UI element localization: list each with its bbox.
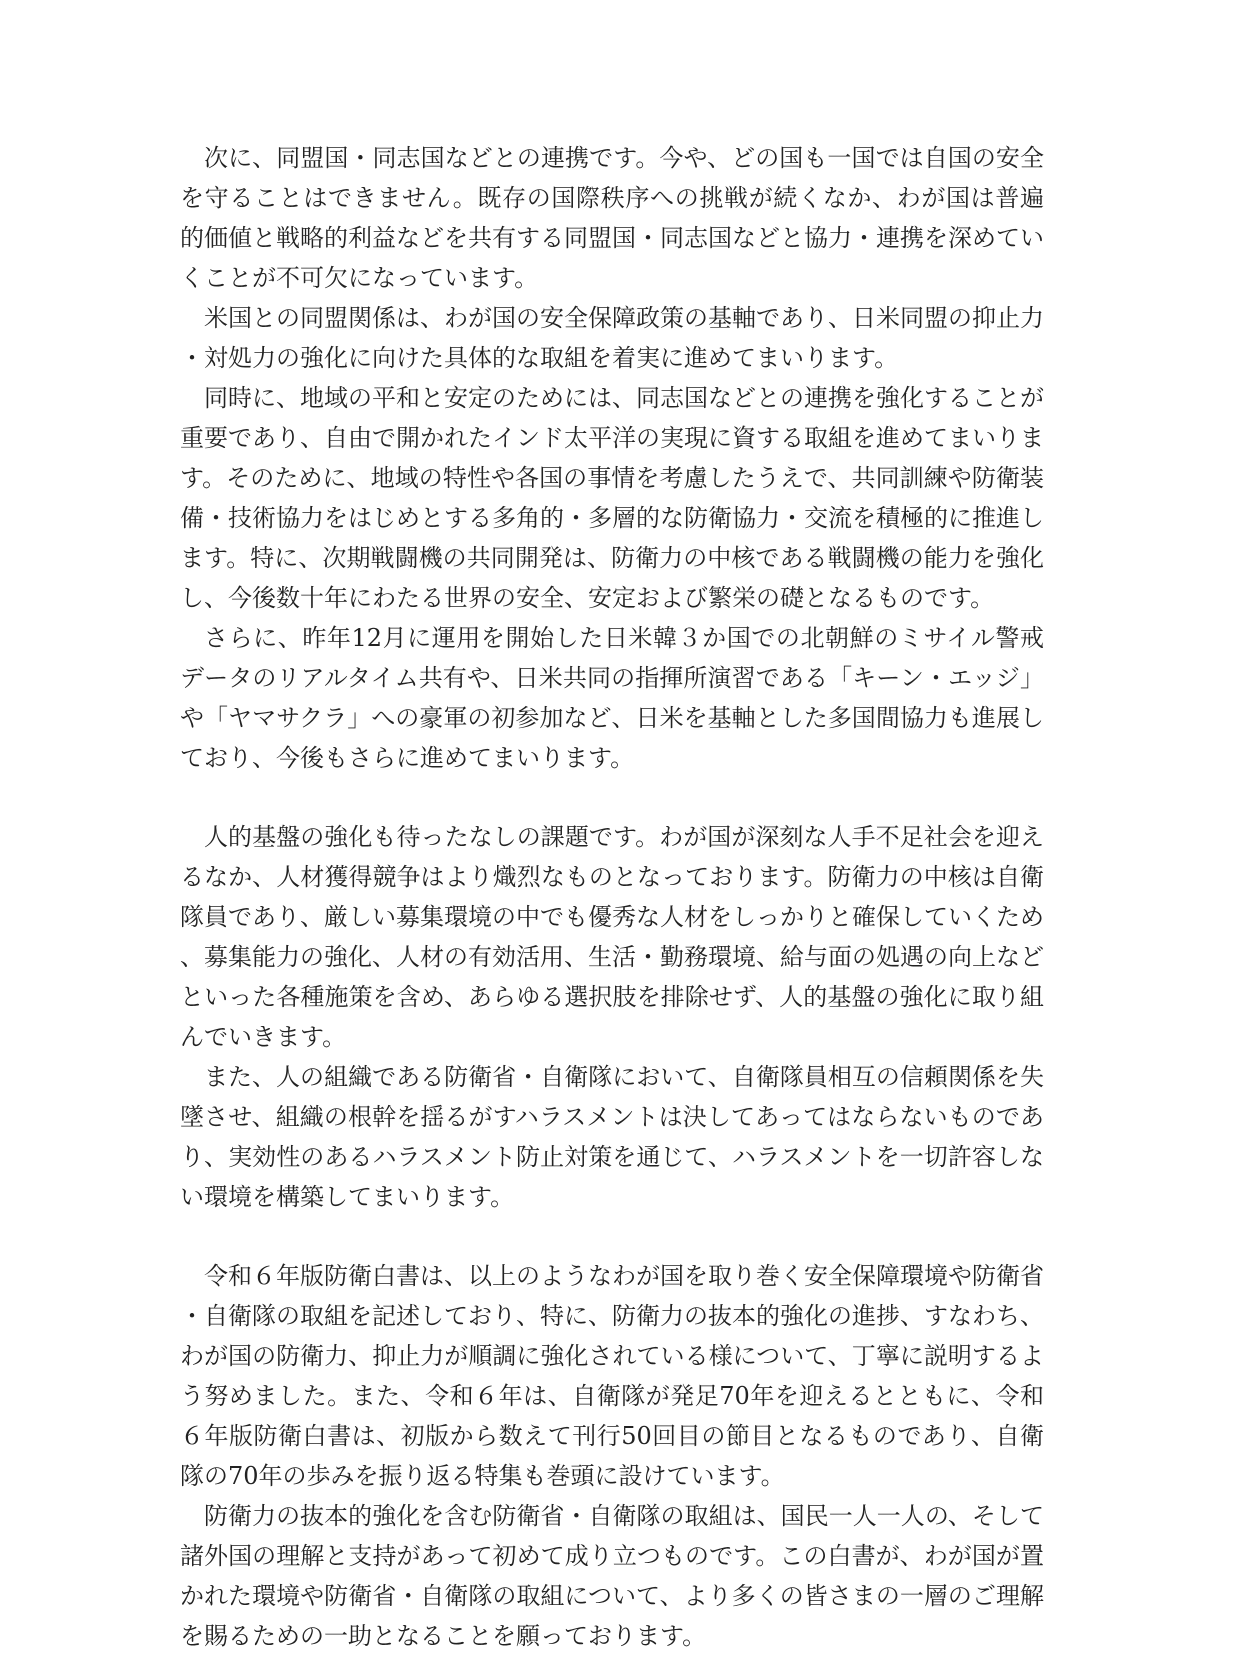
paragraph: 令和６年版防衛白書は、以上のようなわが国を取り巻く安全保障環境や防衛省・自衛隊の取組を記述しており、特に、防衛力の抜本的強化の進捗、すなわち、わが国の防衛力、抑止力が順調に強化されている様について、丁寧に説明するよう努めました。また、令和６年は、自衛隊が発足70年を迎えるとともに、令和６年版防衛白書は、初版から数えて刊行50回目の節目となるものであり、自衛隊の70年の歩みを振り返る特集も巻頭に設けています。 bbox=[180, 1262, 1044, 1490]
paragraph: 次に、同盟国・同志国などとの連携です。今や、どの国も一国では自国の安全を守ることはできません。既存の国際秩序への挑戦が続くなか、わが国は普遍的価値と戦略的利益などを共有する同盟国・同志国などと協力・連携を深めていくことが不可欠になっています。 bbox=[180, 144, 1044, 292]
paragraph: 人的基盤の強化も待ったなしの課題です。わが国が深刻な人手不足社会を迎えるなか、人材獲得競争はより熾烈なものとなっております。防衛力の中核は自衛隊員であり、厳しい募集環境の中でも優秀な人材をしっかりと確保していくため、募集能力の強化、人材の有効活用、生活・勤務環境、給与面の処遇の向上などといった各種施策を含め、あらゆる選択肢を排除せず、人的基盤の強化に取り組んでいきます。 bbox=[180, 823, 1044, 1051]
paragraph: 米国との同盟関係は、わが国の安全保障政策の基軸であり、日米同盟の抑止力・対処力の強化に向けた具体的な取組を着実に進めてまいります。 bbox=[180, 304, 1044, 372]
paragraph: さらに、昨年12月に運用を開始した日米韓３か国での北朝鮮のミサイル警戒データのリアルタイム共有や、日米共同の指揮所演習である「キーン・エッジ」や「ヤマサクラ」への豪軍の初参加など、日米を基軸とした多国間協力も進展しており、今後もさらに進めてまいります。 bbox=[180, 624, 1044, 772]
paragraph: また、人の組織である防衛省・自衛隊において、自衛隊員相互の信頼関係を失墜させ、組織の根幹を揺るがすハラスメントは決してあってはならないものであり、実効性のあるハラスメント防止対策を通じて、ハラスメントを一切許容しない環境を構築してまいります。 bbox=[180, 1063, 1044, 1211]
section-alliances bbox=[180, 138, 1044, 778]
paragraph: 防衛力の抜本的強化を含む防衛省・自衛隊の取組は、国民一人一人の、そして諸外国の理解と支持があって初めて成り立つものです。この白書が、わが国が置かれた環境や防衛省・自衛隊の取組について、より多くの皆さまの一層のご理解を賜るための一助となることを願っております。 bbox=[180, 1502, 1044, 1650]
document-body bbox=[180, 138, 1044, 1656]
section-human-resources bbox=[180, 817, 1044, 1217]
section-white-paper bbox=[180, 1256, 1044, 1656]
paragraph: 同時に、地域の平和と安定のためには、同志国などとの連携を強化することが重要であり、自由で開かれたインド太平洋の実現に資する取組を進めてまいります。そのために、地域の特性や各国の事情を考慮したうえで、共同訓練や防衛装備・技術協力をはじめとする多角的・多層的な防衛協力・交流を積極的に推進します。特に、次期戦闘機の共同開発は、防衛力の中核である戦闘機の能力を強化し、今後数十年にわたる世界の安全、安定および繁栄の礎となるものです。 bbox=[180, 384, 1044, 612]
